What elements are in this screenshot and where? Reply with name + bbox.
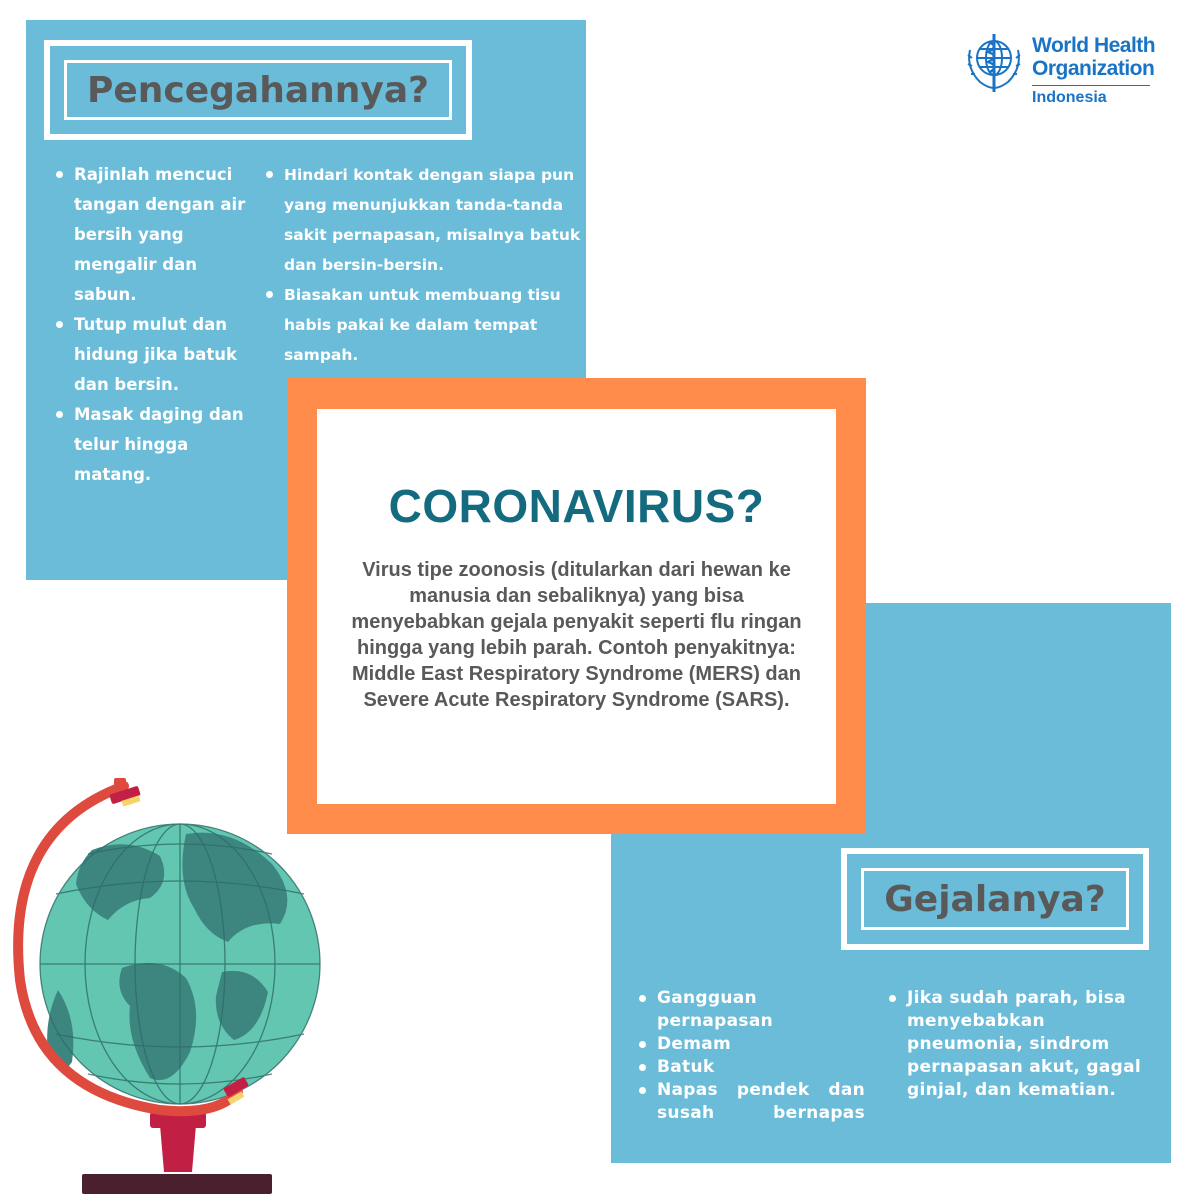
who-country: Indonesia xyxy=(1032,89,1107,106)
globe-icon xyxy=(0,770,330,1195)
list-item: Napas pendek dan susah bernapas xyxy=(635,1079,865,1125)
symptoms-list-left xyxy=(635,987,865,1125)
coronavirus-description: Virus tipe zoonosis (ditularkan dari hewan ke manusia dan sebaliknya) yang bisa menyebabkan gejala penyakit seperti flu ringan hingga yang lebih parah. Contoh penyakitnya: Middle East Respiratory Syndrome (MERS) dan Severe Acute Respiratory Syndrome (SARS). xyxy=(351,559,802,711)
who-divider xyxy=(1032,85,1150,86)
prevention-list-left xyxy=(52,160,262,490)
who-emblem-icon xyxy=(960,28,1028,96)
symptoms-title-frame xyxy=(841,848,1149,950)
symptoms-title: Gejalanya? xyxy=(861,868,1129,930)
prevention-title: Pencegahannya? xyxy=(64,60,452,120)
list-item: Masak daging dan telur hingga matang. xyxy=(52,400,262,490)
coronavirus-card-body xyxy=(317,409,836,804)
who-name-line1: World Health xyxy=(1032,34,1156,57)
prevention-title-frame xyxy=(44,40,472,140)
who-name-line2: Organization xyxy=(1032,57,1155,80)
prevention-list-right xyxy=(262,160,582,370)
list-item: Tutup mulut dan hidung jika batuk dan bersin. xyxy=(52,310,262,400)
page-title: CORONAVIRUS? xyxy=(388,480,765,532)
list-item: Rajinlah mencuci tangan dengan air bersih yang mengalir dan sabun. xyxy=(52,160,262,310)
list-item: Gangguan pernapasan xyxy=(635,987,865,1033)
list-item: Jika sudah parah, bisa menyebabkan pneumonia, sindrom pernapasan akut, gagal ginjal, dan kematian. xyxy=(885,987,1145,1102)
list-item: Hindari kontak dengan siapa pun yang menunjukkan tanda-tanda sakit pernapasan, misalnya batuk dan bersin-bersin. xyxy=(262,160,582,280)
symptoms-list-right xyxy=(885,987,1145,1102)
list-item: Biasakan untuk membuang tisu habis pakai ke dalam tempat sampah. xyxy=(262,280,582,370)
who-logo xyxy=(960,26,1160,116)
list-item: Demam xyxy=(635,1033,865,1056)
coronavirus-card xyxy=(287,378,866,834)
list-item: Batuk xyxy=(635,1056,865,1079)
